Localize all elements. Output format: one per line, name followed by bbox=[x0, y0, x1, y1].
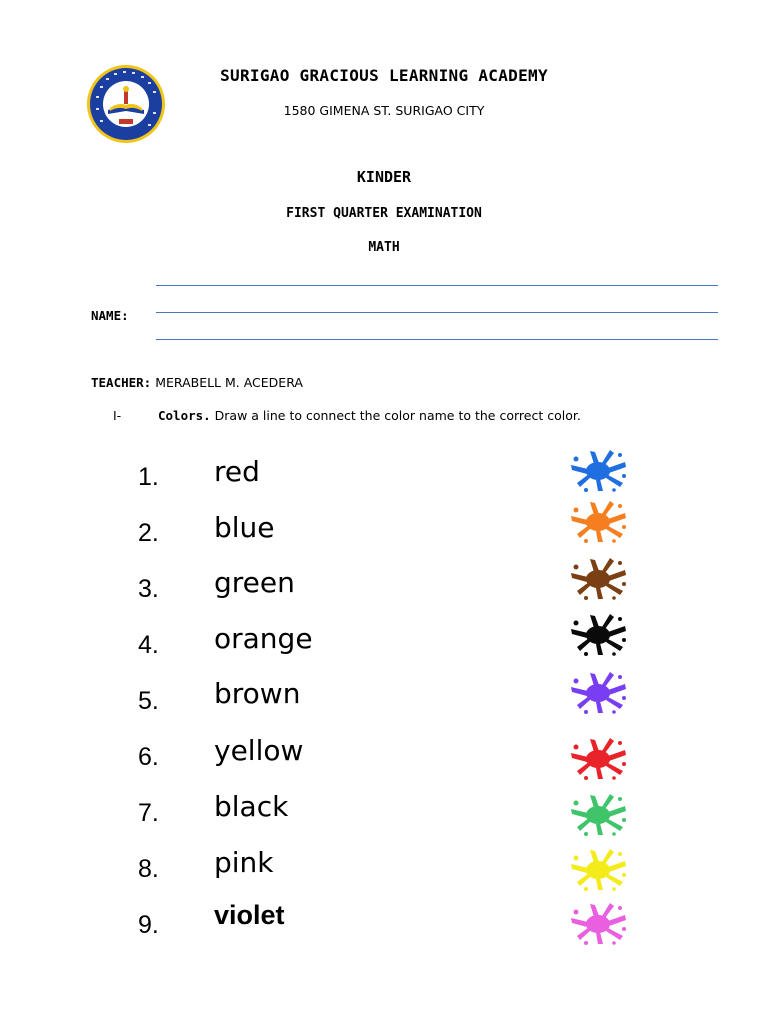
school-address: 1580 GIMENA ST. SURIGAO CITY bbox=[283, 103, 485, 118]
teacher-row bbox=[91, 375, 303, 390]
item-number-7: 7. bbox=[138, 799, 159, 827]
item-word-8[interactable]: pink bbox=[214, 846, 274, 879]
section-instruction bbox=[113, 408, 581, 423]
item-word-3[interactable]: green bbox=[214, 566, 295, 599]
school-name: SURIGAO GRACIOUS LEARNING ACADEMY bbox=[220, 66, 548, 85]
name-label: NAME: bbox=[91, 308, 129, 323]
name-line-middle[interactable] bbox=[156, 312, 718, 313]
item-number-2: 2. bbox=[138, 519, 159, 547]
name-line-top bbox=[156, 285, 718, 286]
item-number-4: 4. bbox=[138, 631, 159, 659]
splat-icon[interactable] bbox=[568, 793, 628, 837]
item-word-9[interactable]: violet bbox=[214, 900, 285, 930]
item-word-5[interactable]: brown bbox=[214, 677, 301, 710]
splat-icon[interactable] bbox=[568, 500, 628, 544]
name-line-bottom bbox=[156, 339, 718, 340]
subject-title: MATH bbox=[368, 240, 400, 255]
teacher-label: TEACHER: bbox=[91, 375, 152, 390]
item-word-4[interactable]: orange bbox=[214, 622, 313, 655]
section-number: I- bbox=[113, 408, 122, 423]
splat-icon[interactable] bbox=[568, 557, 628, 601]
item-number-5: 5. bbox=[138, 687, 159, 715]
item-word-1[interactable]: red bbox=[214, 455, 260, 488]
item-word-2[interactable]: blue bbox=[214, 511, 275, 544]
splat-icon[interactable] bbox=[568, 613, 628, 657]
grade-level: KINDER bbox=[356, 168, 412, 186]
item-number-8: 8. bbox=[138, 855, 159, 883]
section-heading: Colors. bbox=[158, 408, 211, 423]
item-number-6: 6. bbox=[138, 743, 159, 771]
item-word-6[interactable]: yellow bbox=[214, 734, 304, 767]
splat-icon[interactable] bbox=[568, 737, 628, 781]
exam-title: FIRST QUARTER EXAMINATION bbox=[286, 206, 482, 221]
item-number-9: 9. bbox=[138, 911, 159, 939]
item-number-1: 1. bbox=[138, 463, 159, 491]
splat-icon[interactable] bbox=[568, 902, 628, 946]
item-number-3: 3. bbox=[138, 575, 159, 603]
teacher-name: MERABELL M. ACEDERA bbox=[155, 375, 303, 390]
instruction-text: Draw a line to connect the color name to the correct color. bbox=[214, 408, 581, 423]
splat-icon[interactable] bbox=[568, 671, 628, 715]
item-word-7[interactable]: black bbox=[214, 790, 289, 823]
splat-icon[interactable] bbox=[568, 848, 628, 892]
splat-icon[interactable] bbox=[568, 449, 628, 493]
